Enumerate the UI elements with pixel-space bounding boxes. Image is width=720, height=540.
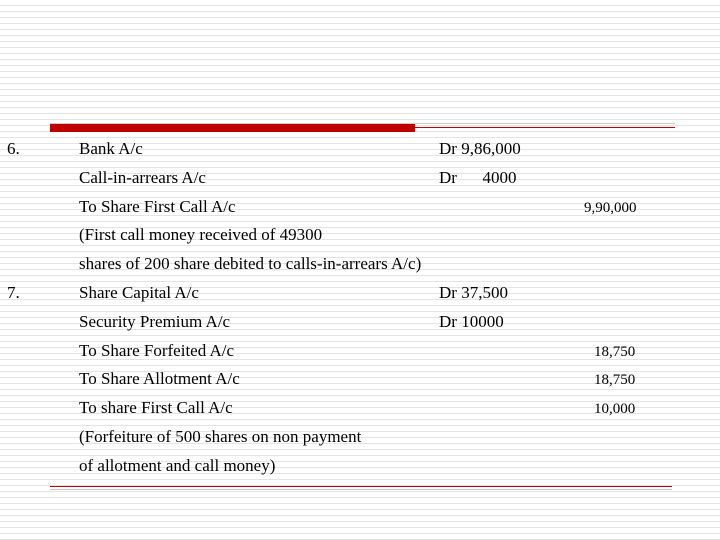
debit-amount: Dr 9,86,000 (439, 139, 521, 158)
entry-narration: of allotment and call money) (79, 456, 276, 475)
entry-line-text: To Share First Call A/c (79, 197, 236, 216)
credit-amount: 18,750 (594, 344, 636, 360)
credit-amount: 18,750 (594, 372, 636, 388)
entry-line-text: To Share Forfeited A/c (79, 341, 235, 360)
entry-line-text: Security Premium A/c (79, 312, 231, 331)
entry-narration: shares of 200 share debited to calls-in-arrears A/c) (79, 254, 422, 273)
credit-amount: 10,000 (594, 401, 636, 417)
bottom-divider-grey (50, 489, 672, 490)
debit-amount: Dr 10000 (439, 312, 504, 331)
entry-line-text: To share First Call A/c (79, 398, 233, 417)
entry-narration: (Forfeiture of 500 shares on non payment (79, 427, 362, 446)
entry-line-text: Share Capital A/c (79, 283, 199, 302)
entry-line-text: Call-in-arrears A/c (79, 168, 206, 187)
debit-amount: Dr 4000 (439, 168, 517, 187)
debit-amount: Dr 37,500 (439, 283, 508, 302)
entry-number: 7. (7, 283, 20, 302)
credit-amount: 9,90,000 (584, 200, 637, 216)
entry-number: 6. (7, 139, 20, 158)
entry-narration: (First call money received of 49300 (79, 225, 323, 244)
top-divider-red-bar (50, 124, 415, 132)
bottom-divider-red (50, 486, 672, 487)
entry-line-text: Bank A/c (79, 139, 143, 158)
entry-line-text: To Share Allotment A/c (79, 369, 240, 388)
